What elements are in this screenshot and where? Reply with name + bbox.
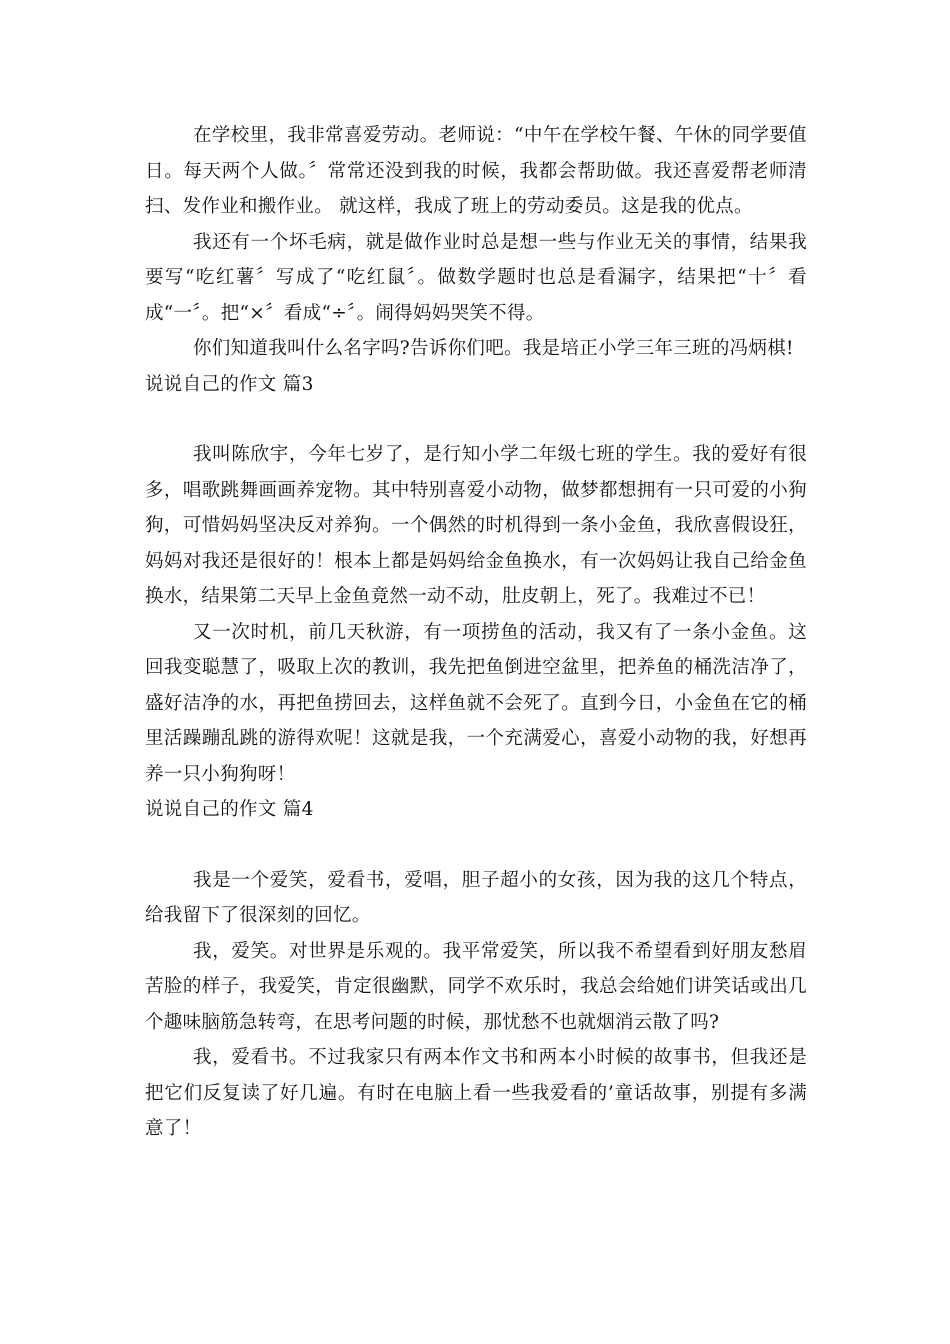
- paragraph: 我，爱看书。不过我家只有两本作文书和两本小时候的故事书，但我还是把它们反复读了好几遍。有时在电脑上看一些我爱看的’童话故事，别提有多满意了！: [145, 1047, 807, 1139]
- paragraph: 在学校里，我非常喜爱劳动。老师说：“中午在学校午餐、午休的同学要值日。每天两个人做。〞常常还没到我的时候，我都会帮助做。我还喜爱帮老师清扫、发作业和搬作业。 就这样，我成了班上的劳动委员。这是我的优点。: [145, 125, 807, 217]
- paragraph: 我，爱笑。对世界是乐观的。我平常爱笑，所以我不希望看到好朋友愁眉苦脸的样子，我爱笑，肯定很幽默，同学不欢乐时，我总会给她们讲笑话或出几个趣味脑筋急转弯，在思考问题的时候，那忧愁不也就烟消云散了吗?: [145, 940, 807, 1033]
- document-page: [145, 118, 807, 1147]
- spacer: [145, 828, 807, 863]
- paragraph: 我叫陈欣宇，今年七岁了，是行知小学二年级七班的学生。我的爱好有很多，唱歌跳舞画画养宠物。其中特别喜爱小动物，做梦都想拥有一只可爱的小狗狗，可惜妈妈坚决反对养狗。一个偶然的时机得到一条小金鱼，我欣喜假设狂，妈妈对我还是很好的！根本上都是妈妈给金鱼换水，有一次妈妈让我自己给金鱼换水，结果第二天早上金鱼竟然一动不动，肚皮朝上，死了。我难过不已！: [145, 444, 807, 607]
- spacer: [145, 402, 807, 437]
- paragraph: 我还有一个坏毛病，就是做作业时总是想一些与作业无关的事情，结果我要写“吃红薯〞写成了“吃红鼠〞。做数学题时也总是看漏字，结果把“十〞看成“一〞。把“×〞看成“÷〞。闹得妈妈哭笑不得。: [145, 231, 807, 324]
- paragraph: 你们知道我叫什么名字吗?告诉你们吧。我是培正小学三年三班的冯炳棋!: [193, 338, 794, 359]
- section-heading: 说说自己的作文 篇4: [145, 799, 314, 820]
- section-heading: 说说自己的作文 篇3: [145, 373, 314, 395]
- paragraph: 又一次时机，前几天秋游，有一项捞鱼的活动，我又有了一条小金鱼。这回我变聪慧了，吸取上次的教训，我先把鱼倒进空盆里，把养鱼的桶洗洁净了，盛好洁净的水，再把鱼捞回去，这样鱼就不会死了。直到今日，小金鱼在它的桶里活躁蹦乱跳的游得欢呢！这就是我，一个充满爱心，喜爱小动物的我，好想再养一只小狗狗呀！: [145, 621, 807, 785]
- paragraph: 我是一个爱笑，爱看书，爱唱，胆子超小的女孩，因为我的这几个特点，给我留下了很深刻的回忆。: [145, 869, 807, 926]
